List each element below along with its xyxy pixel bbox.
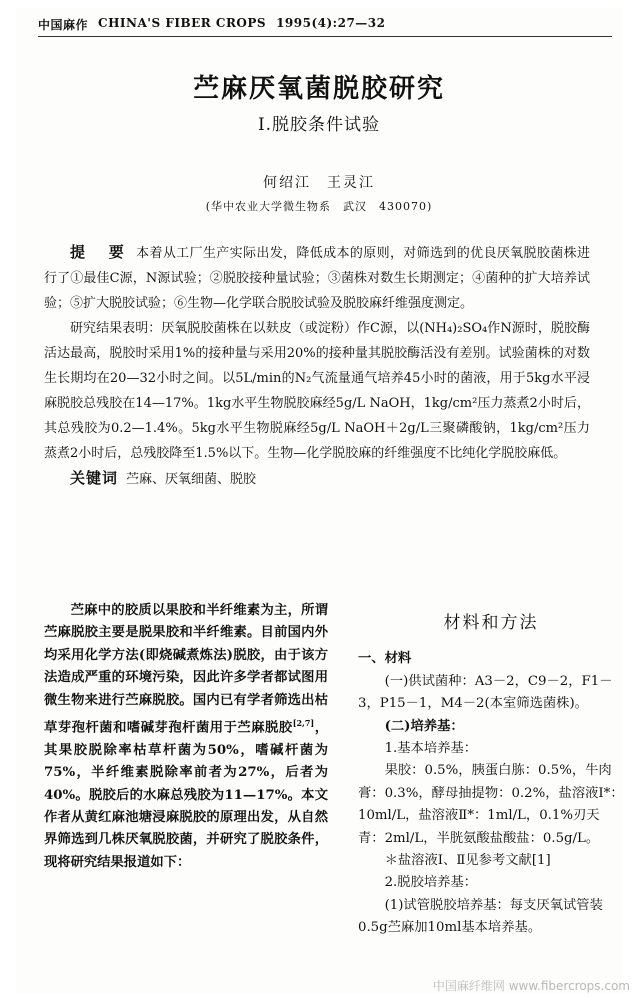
keywords-text: 苎麻、厌氧细菌、脱胶 <box>126 472 257 487</box>
abstract-para-2: 研究结果表明：厌氧脱胶菌株在以麸皮（或淀粉）作C源，以(NH₄)₂SO₄作N源时，脱胶酶活达最高，脱胶时采用1%的接种量与采用20%的接种量其脱胶酶活没有差别。试验菌株的对数生长期均在20—32小时之间。以5L/min的N₂气流量通气培养45小时的菌液，用于5kg水平浸麻脱胶总残胶在14—17%。1kg水平生物脱胶麻经5g/L NaOH，1kg/cm²压力蒸煮2小时后，其总残胶为0.2—1.4%。5kg水平生物脱麻经5g/L NaOH＋2g/L三聚磷酸钠，1kg/cm²压力蒸煮2小时后，总残胶降至1.5%以下。生物—化学脱胶麻的纤维强度不比纯化学脱胶麻低。 <box>44 321 590 461</box>
journal-header <box>38 16 612 37</box>
basic-media-heading: 1.基本培养基： <box>384 741 478 757</box>
degum-media-heading: 2.脱胶培养基： <box>384 875 478 891</box>
site-watermark: 中国麻纤维网 www.fibercrops.com <box>432 979 630 993</box>
journal-name-cn: 中国麻作 <box>38 18 89 32</box>
journal-name-en: CHINA'S FIBER CROPS <box>98 16 267 30</box>
materials-heading: 一、材料 <box>358 651 412 667</box>
abstract <box>44 240 590 492</box>
media-heading: (二)培养基： <box>384 718 464 734</box>
strains-text: (一)供试菌种：A3－2，C9－2，F1－3，P15－1，M4－2(本室筛选菌株)。 <box>358 673 613 712</box>
keywords <box>44 466 590 492</box>
intro-column <box>44 600 328 874</box>
footnote: ＊盐溶液Ⅰ、Ⅱ见参考文献[1] <box>384 853 551 869</box>
paper-subtitle: Ⅰ.脱胶条件试验 <box>257 115 381 135</box>
intro-text-cont: ，其果胶脱除率枯草杆菌为50%，嗜碱杆菌为75%，半纤维素脱除率前者为27%，后者为40%。脱胶后的水麻总残胶为11—17%。本文作者从黄红麻池塘浸麻脱胶的原理出发，从自然界筛选到几株厌氧脱胶菌，并研究了脱胶条件，现将研究结果报道如下： <box>44 720 329 870</box>
keywords-label: 关键词 <box>70 469 119 487</box>
abstract-label: 提 要 <box>70 243 129 261</box>
basic-media-text: 果胶：0.5%，胰蛋白胨：0.5%，牛肉膏：0.3%，酵母抽提物：0.2%，盐溶液Ⅰ*：10ml/L，盐溶液Ⅱ*：1ml/L，0.1%刃天青：2ml/L，半胱氨酸盐酸盐：0.5g/L。 <box>358 763 624 846</box>
issue-info: 1995(4):27—32 <box>276 16 386 30</box>
authors: 何绍江 王灵江 <box>263 175 375 191</box>
citation-ref: [2,7] <box>292 718 315 729</box>
intro-text: 苎麻中的胶质以果胶和半纤维素为主，所谓苎麻脱胶主要是脱果胶和半纤维素。目前国内外均采用化学方法(即烧碱煮炼法)脱胶，由于该方法造成严重的环境污染，因此许多学者都试图用微生物来进行苎麻脱胶。国内已有学者筛选出枯草芽孢杆菌和嗜碱芽孢杆菌用于苎麻脱胶 <box>44 603 328 736</box>
abstract-text-1: 本着从工厂生产实际出发，降低成本的原则，对筛选到的优良厌氧脱胶菌株进行了①最佳C源，N源试验；②脱胶接种量试验；③菌株对数生长期测定；④菌种的扩大培养试验；⑤扩大脱胶试验；⑥生物—化学联合脱胶试验及脱胶麻纤维强度测定。 <box>44 246 590 311</box>
paper-title: 苎麻厌氧菌脱胶研究 <box>192 74 445 104</box>
intro-paragraph <box>44 600 328 874</box>
section-title: 材料和方法 <box>443 613 539 633</box>
degum-media-text: (1)试管脱胶培养基：每支厌氧试管装0.5g苎麻加10ml基本培养基。 <box>358 897 603 936</box>
methods-column <box>358 600 624 940</box>
abstract-para-1 <box>44 240 590 316</box>
paper-page <box>16 8 622 994</box>
affiliation: (华中农业大学微生物系 武汉 430070) <box>205 200 433 213</box>
